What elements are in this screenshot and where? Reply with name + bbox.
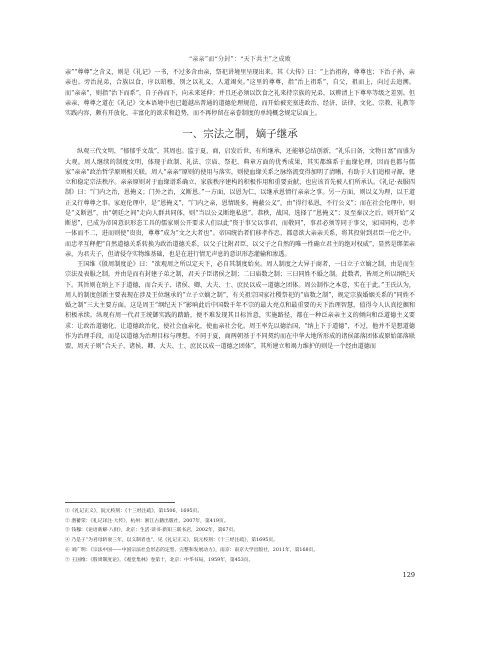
paragraph: 纵观三代文明，“郁郁乎文哉”，其周也。监于夏，商，启发后世，有所继承，还能够总结创新，“礼乐日备，文物日富”而盛为大观。周人继续的制度文明，体现于政制、礼法、宗庙、祭祀、典章方面的优秀成果，其实都维系于血缘伦理，因而也都与儒家“亲亲”政治哲学原则相关联。周人“亲亲”原则的使用与落实，则使血缘关系之脉络流变得加明了清晰，有助于人们追根寻源，建立和稳定宗法秩序。亲亲原则对于血缘谱系确立、家族秩序建构的积极作用和重要贡献，也应该首先被人们所承认。《礼记·表服四制》曰：“门内之治，恩掩义；门外之治，义断恩。”一方面，以恩为仁，以继承恩情行亲亲之事。另一方面，则以义为理，以王道正义行尊尊之事。家庭伦理中，是“恩掩义”，“门内之亲，恩情既多，掩蔽公义”，由“得行私恩，不行公义”；而在社会伦理中，则是“义断恩”，由“朝廷之间”走向人群共同体，则“当以公义断绝私恩”。恭秩，战国，选择了“恩掩义”；及至秦汉之后，则开始“义断恩”，已成为帝国意识形态工具的儒家则公开要求人们以此“资于事父以事君，而敬同”，事君必须等同于事父，家国同构，忠孝一体而不二，进而则使“贵贵，尊尊”成为“文之大者也”。帝国统治者们移孝作忠，都意欲大亲亲关系，将其投射到君臣一伦之中。而忠孝互释把“自然道德关系转换为政治道德关系，以父子比附君臣，以父子之自然的唯一性确立君主的绝对权威”，显然是绑架亲亲，为君夫子，但请侵夺实物维基础，也是在进行情无声息的意识形态灌输和渗透。 [65,148,415,258]
footnotes [65,507,415,565]
main-text [65,68,415,352]
footnote: ③ 钱穆：《论语新解·八佾》，北京：生活·读书·新知三联书店，2002年，第67页。 [65,528,239,534]
paragraph-continued: 亲”“尊尊”之含义，则是《礼记》一书，不过多含由亲，祭祀讲境里呈现出来。其《大传》曰：“上治祖祢，尊尊也；下治子孙，亲亲也。旁治昆弟，合族以食，序以昭穆，别之以礼义，人道竭矣。”这里的尊尊，指“治上祖系”，自父，祖而上，向过去追溯。而“亲亲”，则指“治下而系”，自子孙而下，向未来延伸；并且还必须以饮食之礼来持宗族的兄弟，以辨清上下尊卑等级之差别。但亲亲、尊尊之道在《礼记》文本语境中也已超越出普通的道德伦理规范，而开始被充塞进政治、经济、法律、文化、宗教、礼教等实践内容，颇有开放化、丰富化的欲求和趋势，而不再停留在亲眷制度的单纯概念规定层面上。 [65,69,415,117]
page-number: 129 [402,571,415,579]
paragraph: 王国维《殷周制度论》曰：“欲观周之所以定天下，必自其制度始矣。周人制度之大异于商者，一曰立子立嫡之制，由是而生宗法及表服之制，并由是而有封建子弟之制，君天子臣诸侯之制；二曰庙数之制；三曰同姓不婚之制。此数者，皆周之所以纲纪天下。其旨则在纳上下于道德，而合天子、诸侯、卿、大夫、士、庶民以成一道德之团体。周公制作之本意，实在于此。”王氏认为，周人的制度创新主要表现在涉及王位继承的“立子立嫡之制”，有关祖宗国家社稷祭祀的“庙数之制”，规定宗族婚姻关系的“同姓不婚之制”三大主要方面。这是周王“纲纪天下”影响此后中国数千年不宗的最大亮点和最重要的天下治理智慧，值得今人认真挖掘和积极承续。纵观有周一代君王统御实践的踏路，便不难发现其目标旨意，实施路径，都在一种泛亲亲主义的倾向和泛道德主义要求：让政治道德化，让道德政治化，使社会血亲化，使血亲社会化。周王率先以德治国，“纳上下于道德”，不过，他并不是想道德作为治理手段，而是以道德为治理目标与理想。不同于夏，商两朝基于不同契约而在中华大地所形成的诸侯部落团体或原始部落联盟，周天子则“合天子、诸侯、卿、大夫、士、庶民以成一道德之团体”，其所建立和竭力维护的则是一个经由道德而 [65,261,415,350]
footnote-divider [65,502,175,503]
section-title: 一、宗法之制，嫡子继承 [182,128,298,141]
footnote: ② 潜蓄荣：《礼记译注·大传》，杭州：浙江古籍出版社，2007年，第419页。 [65,518,229,524]
footnote: ①《礼记正义》，阮元校刻：《十三经注疏》，第1506，1695页。 [65,509,203,514]
running-head: “亲亲”而“分封”：“天下共主”之成败 [188,56,292,63]
footnote: ⑥ 刘广明：《宗法中国——中国宗法社会形态的定型、完整和发展动力》，南京：南京大学出版社，2011年，第168页。 [65,547,319,553]
footnote: ⑦ 王国维：《殷周制度论》，《观堂集林》卷第十，北京：中华书局，1959年，第453页。 [65,557,254,563]
footnote: ④ 乃是子“为君母斩衰三年，以义制者也”，见《礼记正义》，阮元校刻：《十三经注疏》，第1695页。 [65,538,278,544]
